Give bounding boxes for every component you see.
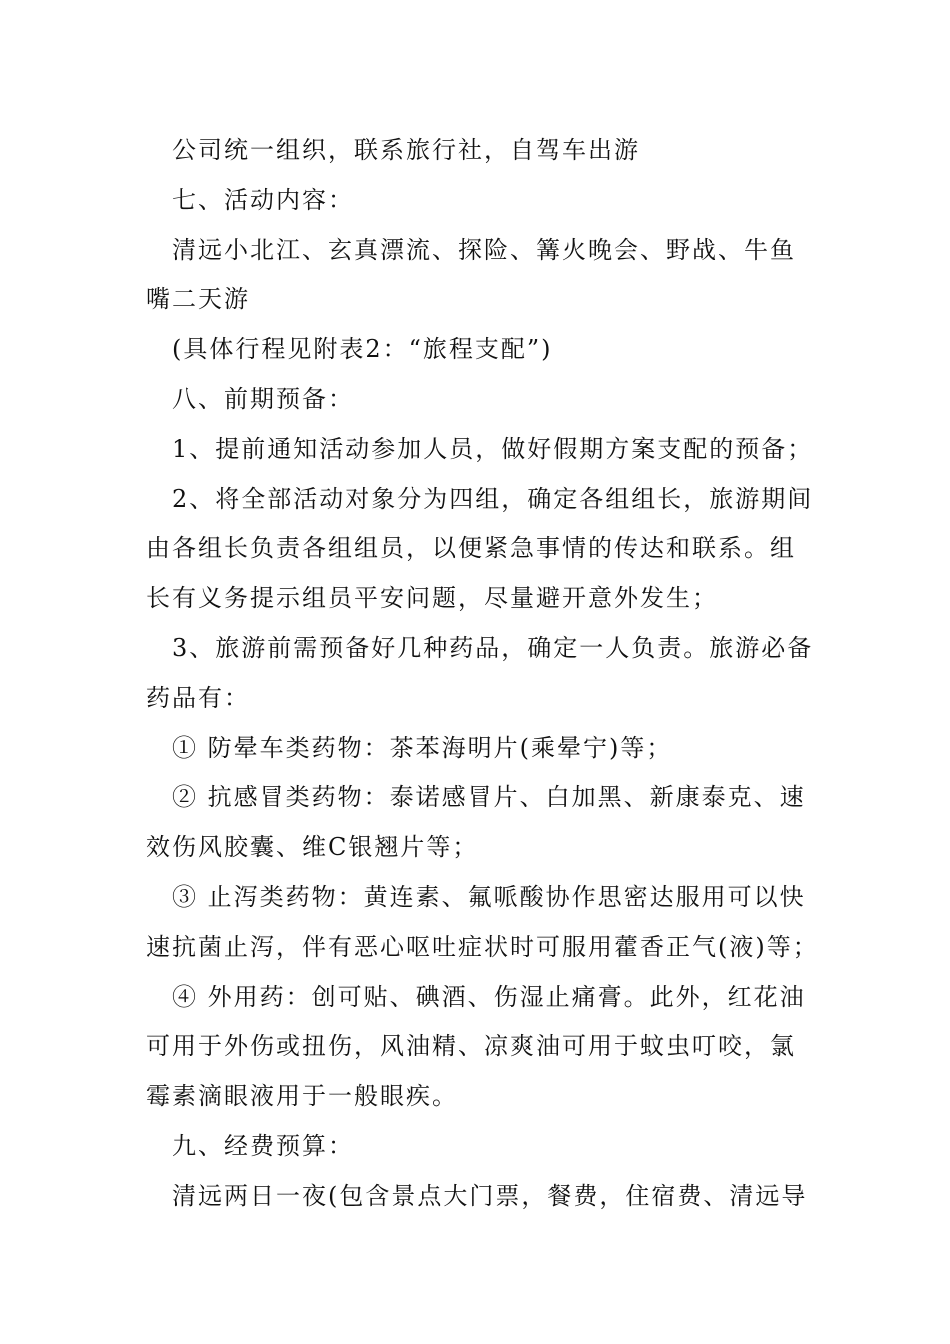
section-heading: 七、活动内容： bbox=[172, 185, 354, 214]
list-item: ③ 止泻类药物：黄连素、氟哌酸协作思密达服用可以快 bbox=[172, 882, 806, 911]
text-line: 由各组长负责各组组员，以便紧急事情的传达和联系。组 bbox=[146, 534, 796, 563]
text-line: 效伤风胶囊、维C银翘片等； bbox=[146, 833, 479, 862]
text-line: 嘴二天游 bbox=[146, 285, 250, 314]
text-line: 公司统一组织，联系旅行社，自驾车出游 bbox=[172, 136, 640, 164]
text-line: 1、提前通知活动参加人员，做好假期方案支配的预备； bbox=[172, 434, 814, 463]
text-line: 清远小北江、玄真漂流、探险、篝火晚会、野战、牛鱼 bbox=[172, 235, 796, 264]
text-line: 长有义务提示组员平安问题，尽量避开意外发生； bbox=[146, 584, 718, 613]
text-line: 速抗菌止泻，伴有恶心呕吐症状时可服用藿香正气(液)等； bbox=[146, 932, 819, 961]
text-line: 药品有： bbox=[146, 683, 250, 712]
document-body bbox=[146, 126, 819, 1222]
list-item: ② 抗感冒类药物：泰诺感冒片、白加黑、新康泰克、速 bbox=[172, 783, 806, 812]
list-item: ① 防晕车类药物：茶苯海明片(乘晕宁)等； bbox=[172, 733, 673, 762]
text-line: 3、旅游前需预备好几种药品，确定一人负责。旅游必备 bbox=[172, 633, 814, 662]
section-heading: 九、经费预算： bbox=[172, 1131, 354, 1160]
text-line: 2、将全部活动对象分为四组，确定各组组长，旅游期间 bbox=[172, 484, 814, 513]
text-line: 霉素滴眼液用于一般眼疾。 bbox=[146, 1082, 458, 1111]
text-line: (具体行程见附表2：“旅程支配”) bbox=[172, 335, 553, 364]
list-item: ④ 外用药：创可贴、碘酒、伤湿止痛膏。此外，红花油 bbox=[172, 982, 806, 1011]
text-line: 可用于外伤或扭伤，风油精、凉爽油可用于蚊虫叮咬，氯 bbox=[146, 1032, 796, 1061]
text-line: 清远两日一夜(包含景点大门票，餐费，住宿费、清远导 bbox=[172, 1181, 808, 1210]
section-heading: 八、前期预备： bbox=[172, 384, 354, 413]
